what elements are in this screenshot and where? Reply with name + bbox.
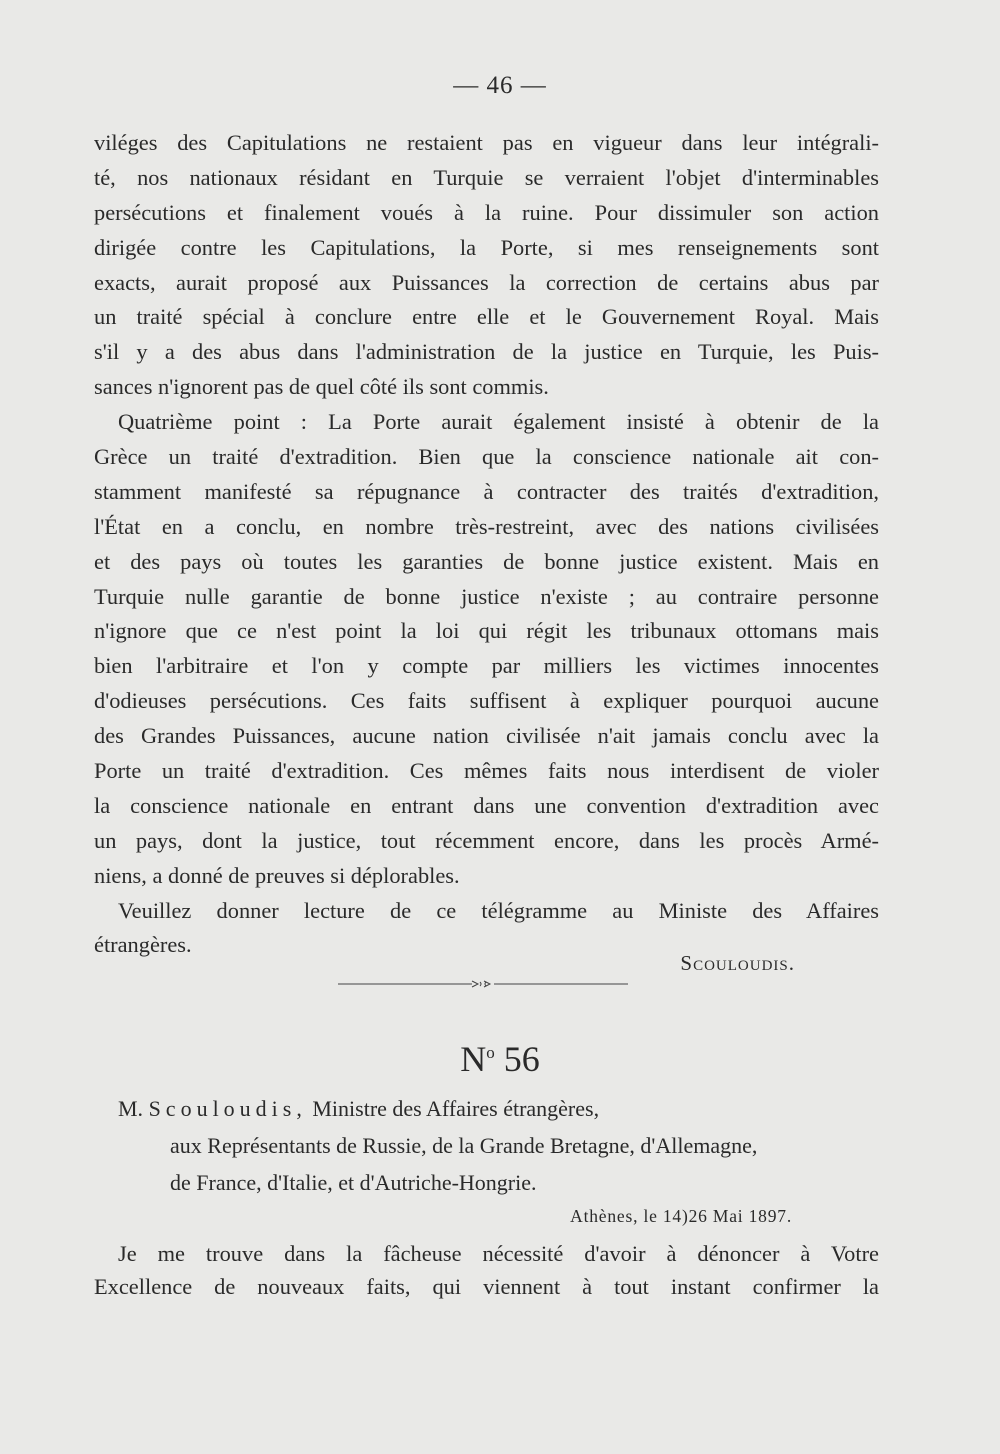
text-line: bien l'arbitraire et l'on y compte par milliers les victimes innocentes [94, 653, 879, 679]
text-line: viléges des Capitulations ne restaient pas en vigueur dans leur intégrali- [94, 130, 879, 155]
text-line: persécutions et finalement voués à la ruine. Pour dissimuler son action [94, 199, 879, 225]
text-line: des Grandes Puissances, aucune nation civilisée n'ait jamais conclu avec la [94, 723, 879, 749]
text-line: la conscience nationale en entrant dans une convention d'extradition avec [94, 792, 879, 818]
text-line: Turquie nulle garantie de bonne justice n'existe ; au contraire personne [94, 583, 879, 609]
text-line: Quatrième point : La Porte aurait également insisté à obtenir de la [118, 409, 879, 435]
address-role: Ministre des Affaires étrangères, [312, 1096, 600, 1121]
text-line: té, nos nationaux résidant en Turquie se verraient l'objet d'interminables [94, 164, 879, 190]
text-line: l'État en a conclu, en nombre très-restreint, avec des nations civilisées [94, 513, 879, 539]
document-number-value: 56 [503, 1039, 540, 1079]
text-line: Je me trouve dans la fâcheuse nécessité d'avoir à dénoncer à Votre [118, 1241, 879, 1266]
address-line [118, 1090, 878, 1127]
text-line: n'ignore que ce n'est point la loi qui régit les tribunaux ottomans mais [94, 618, 879, 644]
address-line: aux Représentants de Russie, de la Grande Bretagne, d'Allemagne, [170, 1133, 758, 1158]
text-line: exacts, aurait proposé aux Puissances la correction de certains abus par [94, 269, 879, 295]
text-line: Veuillez donner lecture de ce télégramme au Ministe des Affaires [118, 897, 879, 923]
page-number: — 46 — [453, 72, 547, 99]
address-name: Scouloudis, [148, 1096, 307, 1121]
text-line: Porte un traité d'extradition. Ces mêmes faits nous interdisent de violer [94, 758, 879, 784]
text-line: Excellence de nouveaux faits, qui viennent à tout instant confirmer la [94, 1274, 879, 1299]
document-number [0, 1038, 1000, 1080]
text-line: stamment manifesté sa répugnance à contracter des traités d'extradition, [94, 478, 879, 504]
text-line: niens, a donné de preuves si déplorables. [94, 862, 460, 888]
document-number-sup: o [486, 1043, 495, 1062]
signature: Scouloudis. [680, 951, 795, 975]
text-line: Grèce un traité d'extradition. Bien que la conscience nationale ait con- [94, 444, 879, 470]
text-line: dirigée contre les Capitulations, la Porte, si mes renseignements sont [94, 234, 879, 260]
address-line: de France, d'Italie, et d'Autriche-Hongrie. [170, 1170, 537, 1195]
paragraph [94, 126, 879, 405]
text-line: un traité spécial à conclure entre elle et le Gouvernement Royal. Mais [94, 304, 879, 330]
paragraph [94, 405, 879, 893]
text-line: d'odieuses persécutions. Ces faits suffisent à expliquer pourquoi aucune [94, 688, 879, 714]
text-line: un pays, dont la justice, tout récemment encore, dans les procès Armé- [94, 827, 879, 853]
text-line: et des pays où toutes les garanties de bonne justice existent. Mais en [94, 548, 879, 574]
text-line: étrangères. [94, 932, 192, 958]
text-line: sances n'ignorent pas de quel côté ils sont commis. [94, 374, 549, 400]
document-number-prefix: N [460, 1039, 487, 1079]
address-title: M. [118, 1096, 144, 1121]
dateline: Athènes, le 14)26 Mai 1897. [570, 1206, 792, 1226]
body-text-top [94, 126, 879, 963]
body-text-bottom [94, 1237, 879, 1303]
section-divider-ornament [338, 980, 628, 988]
address-block [118, 1090, 878, 1201]
text-line: s'il y a des abus dans l'administration de la justice en Turquie, les Puis- [94, 339, 879, 365]
